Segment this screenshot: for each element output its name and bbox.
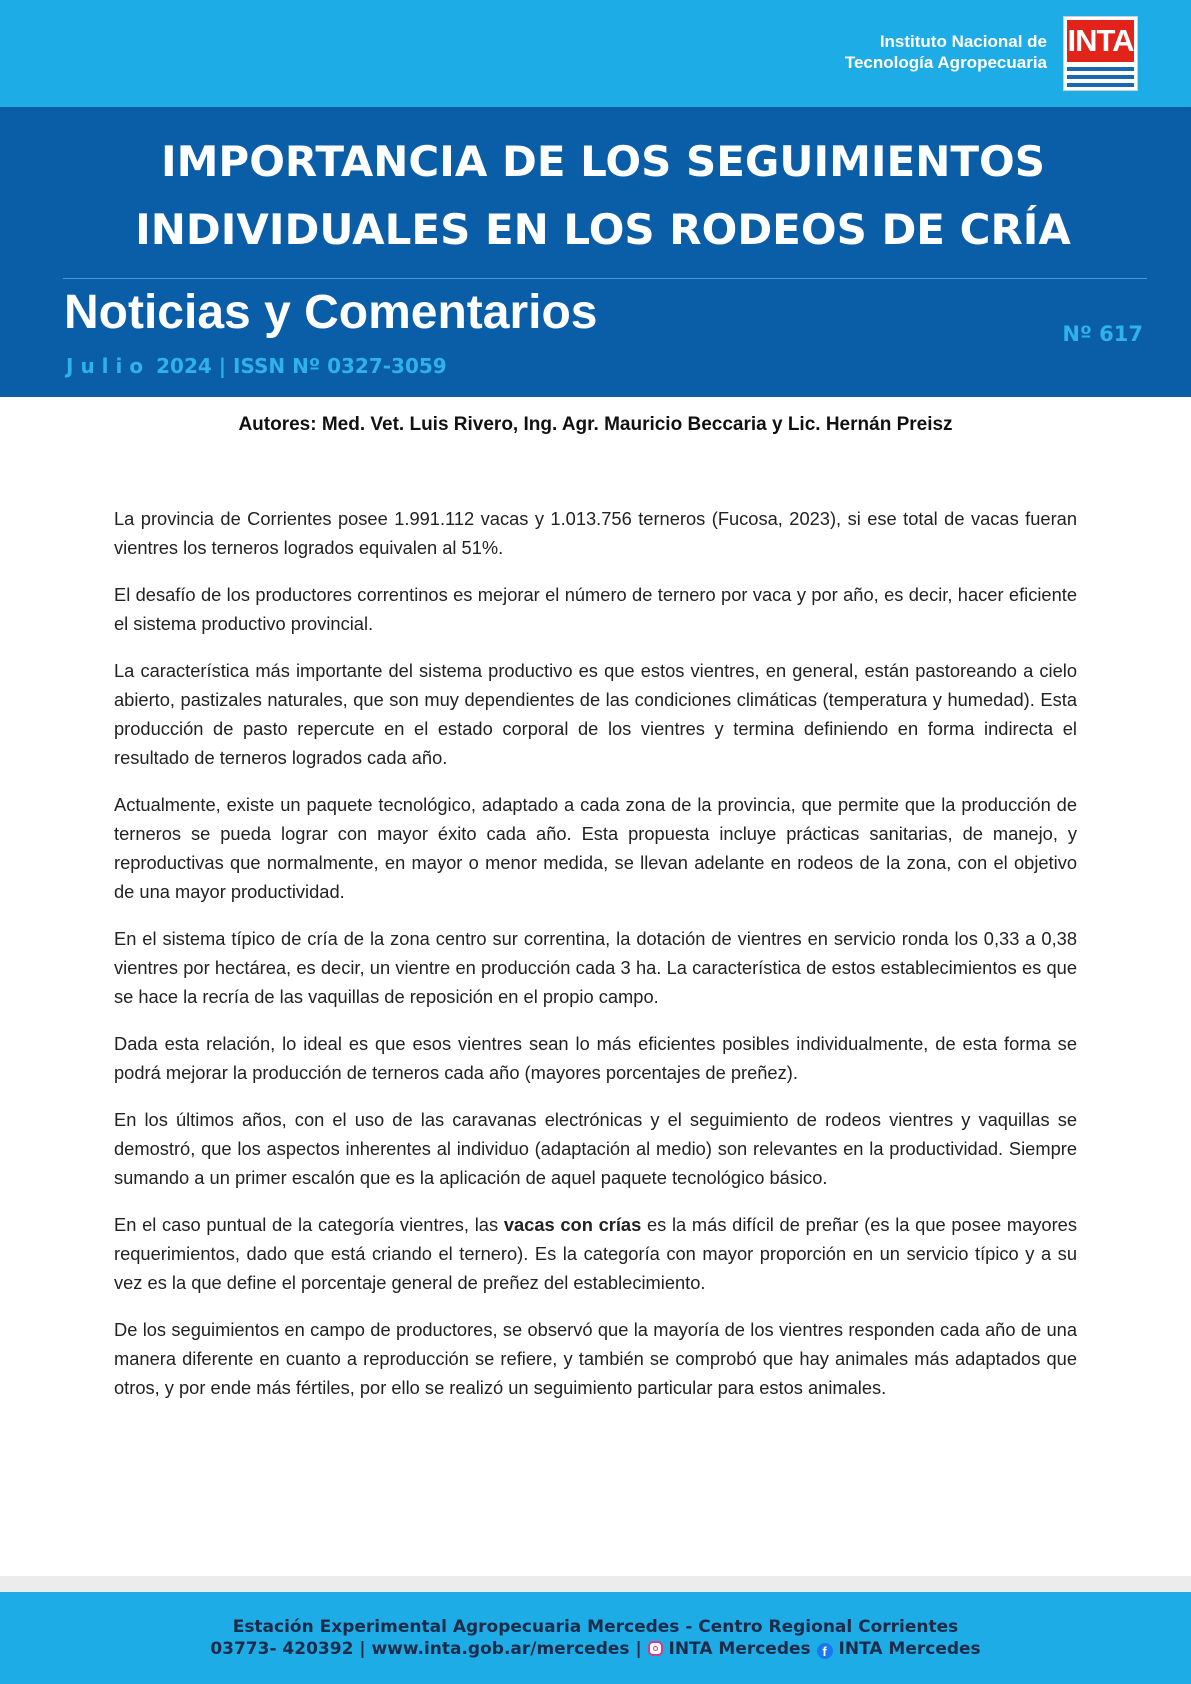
paragraph: Actualmente, existe un paquete tecnológico, adaptado a cada zona de la provincia, que permite que la producción de terneros se pueda lograr con mayor éxito cada año. Esta propuesta incluye prácticas sanitarias, de manejo, y reproductivas que normalmente, en mayor o menor medida, se llevan adelante en rodeos de la zona, con el objetivo de una mayor productividad. <box>114 794 1077 902</box>
footer <box>0 1592 1191 1684</box>
header-bar <box>0 0 1191 107</box>
footer-phone: 03773- 420392 <box>210 1639 354 1659</box>
publication-name: Noticias y Comentarios <box>64 286 598 339</box>
authors: Autores: Med. Vet. Luis Rivero, Ing. Agr. Mauricio Beccaria y Lic. Hernán Preisz <box>238 414 953 435</box>
paragraph: En los últimos años, con el uso de las caravanas electrónicas y el seguimiento de rodeos vientres y vaquillas se demostró, que los aspectos inherentes al individuo (adaptación al medio) son relevantes en la productividad. Siempre sumando a un primer escalón que es la aplicación de aquel paquete tecnológico básico. <box>114 1109 1077 1188</box>
paragraph-text: es la más difícil de preñar (es la que posee mayores requerimientos, dado que está criando el ternero). Es la categoría con mayor proporción en un servicio típico y a su vez es la que define el porcentaje general de preñez del establecimiento. <box>114 1214 1077 1293</box>
instagram-icon <box>648 1641 663 1656</box>
title-divider <box>63 278 1147 279</box>
organization-name-line1: Instituto Nacional de <box>879 32 1047 51</box>
paragraph: El desafío de los productores correntinos es mejorar el número de ternero por vaca y por año, es decir, hacer eficiente el sistema productivo provincial. <box>114 584 1077 634</box>
paragraph: En el sistema típico de cría de la zona centro sur correntina, la dotación de vientres en servicio ronda los 0,33 a 0,38 vientres por hectárea, es decir, un vientre en producción cada 3 ha. La característica de estos establecimientos es que se hace la recría de las vaquillas de reposición en el propio campo. <box>114 928 1077 1007</box>
logo-stripe <box>1067 67 1134 71</box>
footer-station: Estación Experimental Agropecuaria Mercedes - Centro Regional Corrientes <box>232 1617 959 1637</box>
paragraph <box>114 1210 1077 1297</box>
paragraph: Dada esta relación, lo ideal es que esos vientres sean lo más eficientes posibles individualmente, de esta forma se podrá mejorar la producción de terneros cada año (mayores porcentajes de preñez). <box>114 1033 1077 1083</box>
inta-logo-text: INTA <box>1067 20 1134 62</box>
publication-month: Julio <box>66 354 151 378</box>
publication-issn: 2024 | ISSN Nº 0327-3059 <box>156 354 447 378</box>
paragraph: La característica más importante del sistema productivo es que estos vientres, en general, están pastoreando a cielo abierto, pastizales naturales, que son muy dependientes de las condiciones climáticas (temperatura y humedad). Esta producción de pasto repercute en el estado corporal de los vientres y termina definiendo en forma indirecta el resultado de terneros logrados cada año. <box>114 660 1077 768</box>
paragraph: De los seguimientos en campo de productores, se observó que la mayoría de los vientres responden cada año de una manera diferente en cuanto a reproducción se refiere, y también se comprobó que hay animales más adaptados que otros, y por ende más fértiles, por ello se realizó un seguimiento particular para estos animales. <box>114 1319 1077 1398</box>
organization-name <box>845 31 1047 73</box>
article-body <box>114 504 1077 1420</box>
document-title-line1: IMPORTANCIA DE LOS SEGUIMIENTOS <box>160 137 1045 186</box>
footer-instagram-link[interactable]: INTA Mercedes <box>668 1639 811 1659</box>
organization-name-line2: Tecnología Agropecuaria <box>844 53 1047 72</box>
document-title-line2: INDIVIDUALES EN LOS RODEOS DE CRÍA <box>135 205 1071 254</box>
facebook-icon: f <box>817 1643 833 1659</box>
paragraph-text: En el caso puntual de la categoría vientres, las <box>114 1214 504 1235</box>
issue-number: Nº 617 <box>1062 322 1143 346</box>
footer-divider <box>0 1576 1191 1592</box>
footer-contact: 03773- 420392 | www.inta.gob.ar/mercedes | INTA Mercedes f INTA Mercedes <box>210 1639 981 1659</box>
document-title <box>0 128 1191 264</box>
footer-website-link[interactable]: www.inta.gob.ar/mercedes <box>371 1639 630 1659</box>
logo-stripe <box>1067 83 1134 87</box>
publication-date <box>66 353 447 379</box>
highlighted-text: vacas con crías <box>503 1214 642 1235</box>
inta-logo <box>1063 16 1138 91</box>
logo-stripe <box>1067 75 1134 79</box>
paragraph: La provincia de Corrientes posee 1.991.112 vacas y 1.013.756 terneros (Fucosa, 2023), si ese total de vacas fueran vientres los terneros logrados equivalen al 51%. <box>114 508 1077 558</box>
footer-facebook-link[interactable]: INTA Mercedes <box>838 1639 981 1659</box>
